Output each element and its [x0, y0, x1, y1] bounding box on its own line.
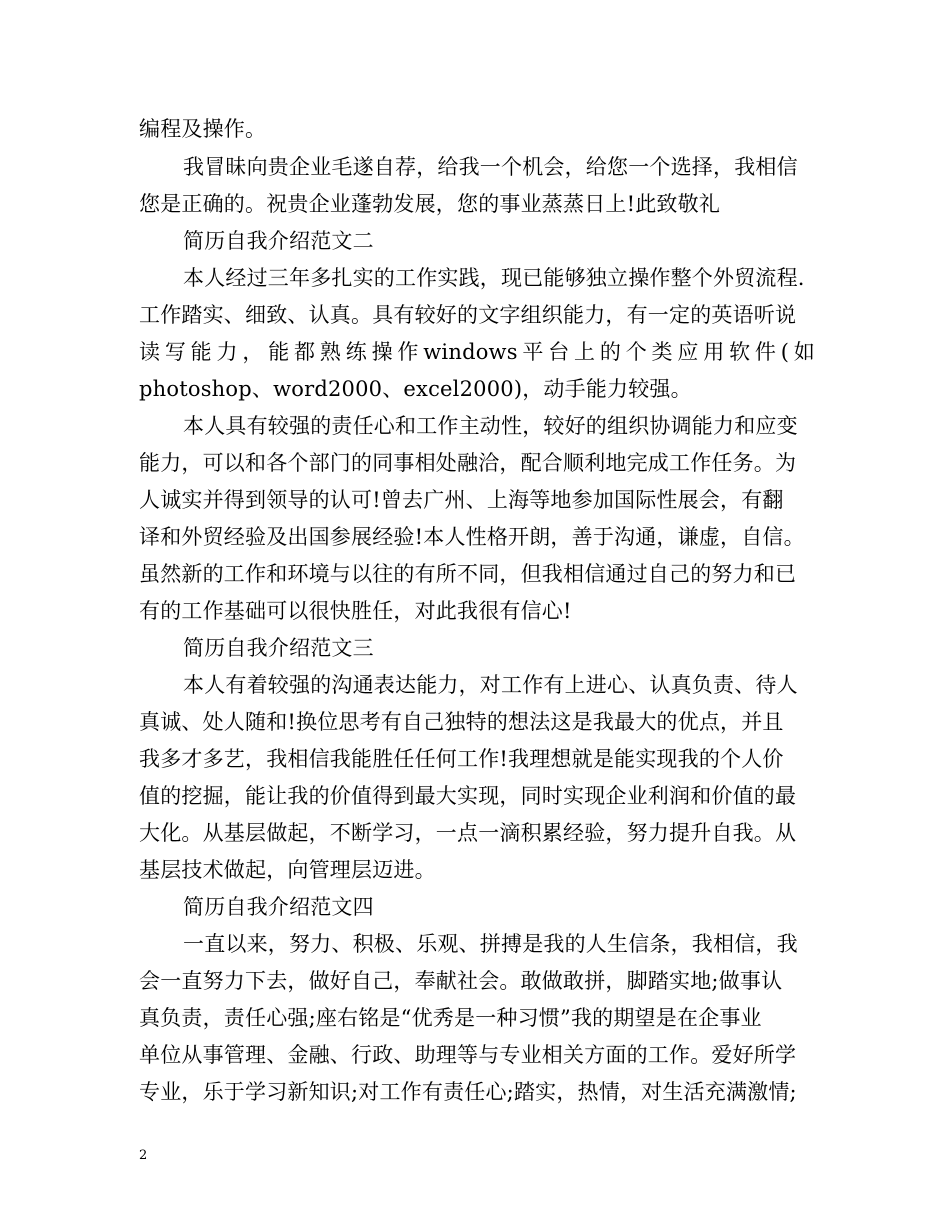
body-text-line: 大化。从基层做起，不断学习，一点一滴积累经验，努力提升自我。从 — [139, 821, 797, 845]
body-text-line: 会一直努力下去，做好自己，奉献社会。敢做敢拼，脚踏实地;做事认 — [139, 969, 783, 993]
paragraph-first-line: 一直以来，努力、积极、乐观、拼搏是我的人生信条，我相信，我 — [183, 932, 798, 956]
paragraph-first-line: 我冒昧向贵企业毛遂自荐，给我一个机会，给您一个选择，我相信 — [183, 155, 798, 179]
body-text-line: 单位从事管理、金融、行政、助理等与专业相关方面的工作。爱好所学 — [139, 1043, 797, 1067]
body-text-line: 值的挖掘，能让我的价值得到最大实现，同时实现企业利润和价值的最 — [139, 784, 797, 808]
body-text-line: 您是正确的。祝贵企业蓬勃发展，您的事业蒸蒸日上!此致敬礼 — [139, 192, 721, 216]
body-text-line: 基层技术做起，向管理层迈进。 — [139, 858, 436, 882]
body-text-line: 真诚、处人随和!换位思考有自己独特的想法这是我最大的优点，并且 — [139, 710, 784, 734]
paragraph-first-line: 本人具有较强的责任心和工作主动性，较好的组织协调能力和应变 — [183, 414, 798, 438]
body-text-line: 能力，可以和各个部门的同事相处融洽，配合顺利地完成工作任务。为 — [139, 451, 797, 475]
body-text-line: 我多才多艺，我相信我能胜任任何工作!我理想就是能实现我的个人价 — [139, 747, 784, 771]
body-text-line: 真负责，责任心强;座右铭是“优秀是一种习惯”我的期望是在企事业 — [139, 1006, 762, 1030]
paragraph-first-line: 本人有着较强的沟通表达能力，对工作有上进心、认真负责、待人 — [183, 673, 798, 697]
body-text-line: 人诚实并得到领导的认可!曾去广州、上海等地参加国际性展会，有翻 — [139, 488, 784, 512]
body-text-line: 工作踏实、细致、认真。具有较好的文字组织能力，有一定的英语听说 — [139, 303, 797, 327]
section-heading: 简历自我介绍范文三 — [183, 636, 374, 660]
body-text-line: 虽然新的工作和环境与以往的有所不同，但我相信通过自己的努力和已 — [139, 562, 797, 586]
section-heading: 简历自我介绍范文二 — [183, 229, 374, 253]
page-number: 2 — [139, 1148, 148, 1163]
section-heading: 简历自我介绍范文四 — [183, 895, 374, 919]
body-text-line: 编程及操作。 — [139, 117, 267, 141]
body-text-line: 读写能力，能都熟练操作windows平台上的个类应用软件(如 — [139, 340, 815, 364]
body-text-line: 有的工作基础可以很快胜任，对此我很有信心! — [139, 599, 572, 623]
body-text-line: 译和外贸经验及出国参展经验!本人性格开朗，善于沟通，谦虚，自信。 — [139, 525, 805, 549]
paragraph-first-line: 本人经过三年多扎实的工作实践，现已能够独立操作整个外贸流程. — [183, 266, 805, 290]
body-text-line: 专业，乐于学习新知识;对工作有责任心;踏实，热情，对生活充满激情; — [139, 1080, 797, 1104]
body-text-line: photoshop、word2000、excel2000)，动手能力较强。 — [139, 377, 692, 401]
